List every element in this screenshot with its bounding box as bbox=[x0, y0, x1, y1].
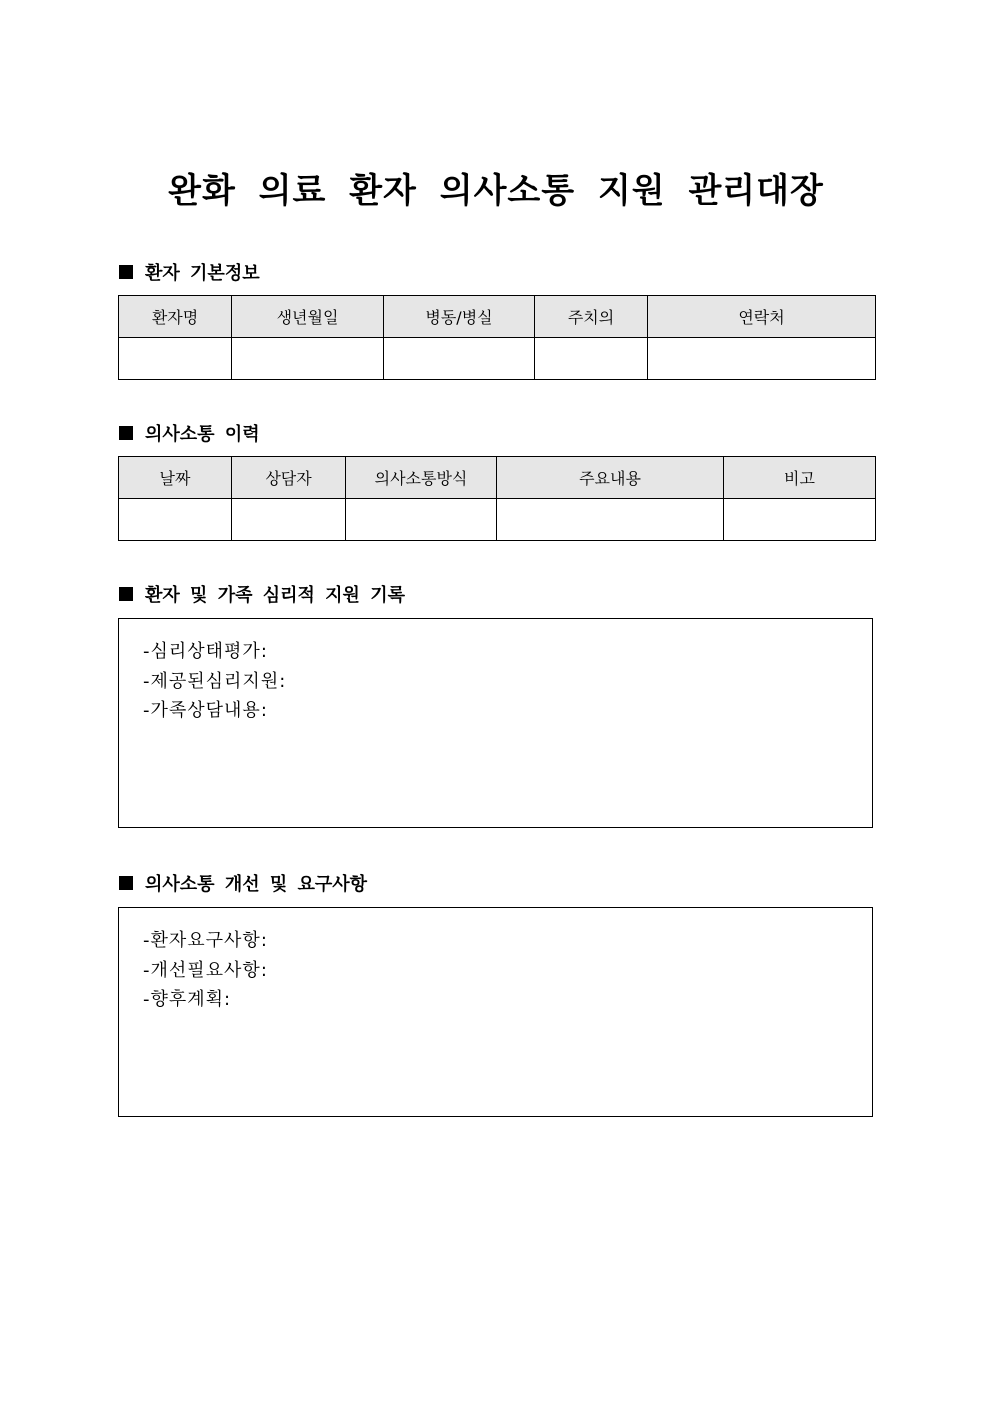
comm-history-table bbox=[118, 456, 876, 541]
square-bullet-icon bbox=[119, 587, 133, 601]
column-header-main-content: 주요내용 bbox=[497, 457, 724, 499]
cell-birthdate[interactable] bbox=[232, 338, 384, 380]
section-heading-label: 환자 및 가족 심리적 지원 기록 bbox=[145, 585, 405, 606]
section-heading-label: 의사소통 이력 bbox=[145, 424, 260, 445]
page-title: 완화 의료 환자 의사소통 지원 관리대장 bbox=[168, 171, 824, 211]
section-heading-label: 환자 기본정보 bbox=[145, 263, 260, 284]
cell-remarks[interactable] bbox=[724, 499, 876, 541]
section-heading-comm-history bbox=[119, 420, 260, 446]
improvement-box[interactable] bbox=[118, 907, 873, 1117]
cell-counselor[interactable] bbox=[232, 499, 346, 541]
table-row bbox=[119, 338, 876, 380]
cell-ward-room[interactable] bbox=[384, 338, 535, 380]
section-heading-psych-support bbox=[119, 581, 405, 607]
square-bullet-icon bbox=[119, 426, 133, 440]
cell-attending-doctor[interactable] bbox=[535, 338, 648, 380]
column-header-comm-method: 의사소통방식 bbox=[346, 457, 497, 499]
cell-main-content[interactable] bbox=[497, 499, 724, 541]
section-heading-label: 의사소통 개선 및 요구사항 bbox=[145, 874, 368, 895]
column-header-remarks: 비고 bbox=[724, 457, 876, 499]
section-heading-improvement bbox=[119, 870, 367, 896]
patient-requests-line: -환자요구사항: bbox=[143, 930, 268, 951]
column-header-patient-name: 환자명 bbox=[119, 296, 232, 338]
psych-support-box[interactable] bbox=[118, 618, 873, 828]
table-header-row bbox=[119, 457, 876, 499]
column-header-date: 날짜 bbox=[119, 457, 232, 499]
patient-info-table bbox=[118, 295, 876, 380]
square-bullet-icon bbox=[119, 876, 133, 890]
provided-support-line: -제공된심리지원: bbox=[143, 670, 287, 692]
table-row bbox=[119, 499, 876, 541]
cell-comm-method[interactable] bbox=[346, 499, 497, 541]
table-header-row bbox=[119, 296, 876, 338]
psych-assessment-line: -심리상태평가: bbox=[143, 641, 268, 662]
column-header-counselor: 상담자 bbox=[232, 457, 346, 499]
square-bullet-icon bbox=[119, 265, 133, 279]
section-heading-patient-info bbox=[119, 259, 260, 285]
column-header-contact: 연락처 bbox=[648, 296, 876, 338]
column-header-birthdate: 생년월일 bbox=[232, 296, 384, 338]
column-header-attending-doctor: 주치의 bbox=[535, 296, 648, 338]
future-plan-line: -향후계획: bbox=[143, 989, 232, 1010]
cell-contact[interactable] bbox=[648, 338, 876, 380]
family-counseling-line: -가족상담내용: bbox=[143, 700, 268, 721]
cell-date[interactable] bbox=[119, 499, 232, 541]
column-header-ward-room: 병동/병실 bbox=[384, 296, 535, 338]
cell-patient-name[interactable] bbox=[119, 338, 232, 380]
needed-improvements-line: -개선필요사항: bbox=[143, 959, 268, 981]
